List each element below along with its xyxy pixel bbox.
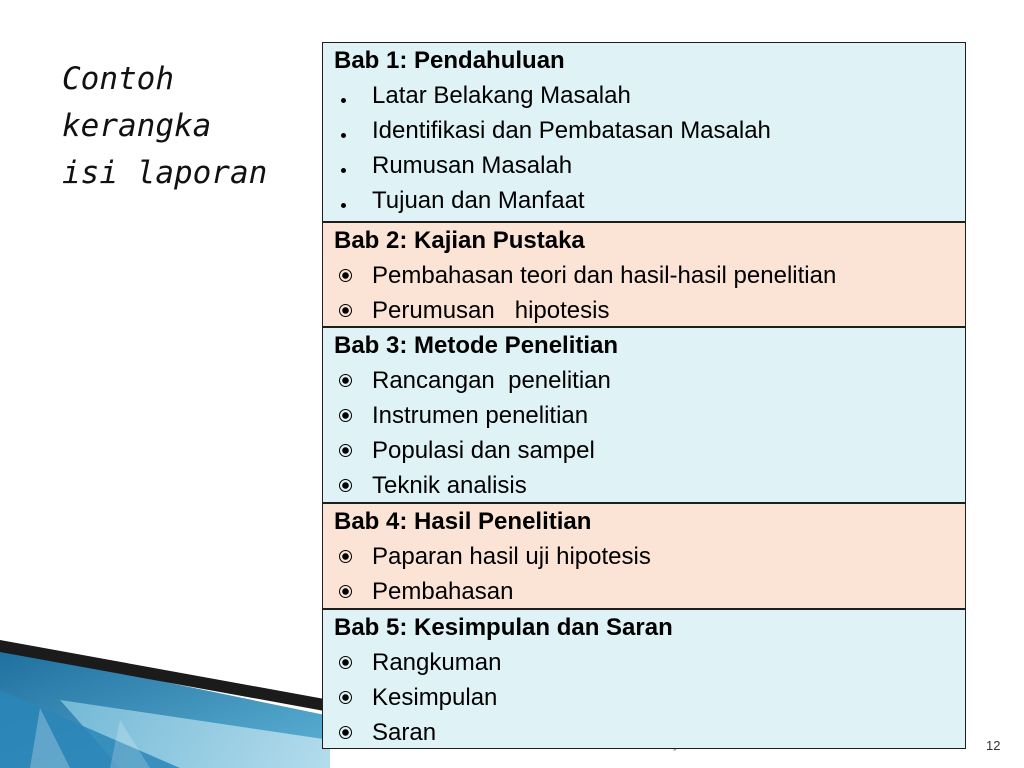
chapter-item — [334, 645, 965, 680]
chapter-item-label: Instrumen penelitian — [372, 402, 589, 429]
chapter-heading: Bab 4: Hasil Penelitian — [334, 508, 592, 535]
chapter-item — [334, 680, 965, 715]
chapter-item — [334, 258, 965, 293]
bullet-ring-icon — [336, 258, 362, 293]
chapter-item-label: Teknik analisis — [372, 472, 527, 499]
report-outline-table — [322, 42, 966, 749]
chapter-item-label: Pembahasan teori dan hasil-hasil penelitian — [372, 262, 837, 289]
bullet-dot-icon — [336, 78, 362, 113]
chapter-item — [334, 715, 965, 750]
chapter-item-list — [334, 645, 965, 750]
bullet-ring-icon — [336, 539, 362, 574]
chapter-item-label: Rancangan penelitian — [372, 367, 611, 394]
chapter-item-list — [334, 258, 965, 328]
chapter-heading: Bab 2: Kajian Pustaka — [334, 227, 585, 254]
chapter-item — [334, 183, 965, 218]
chapter-item-label: Rangkuman — [372, 649, 502, 676]
slide-title — [62, 56, 302, 197]
bullet-ring-icon — [336, 715, 362, 750]
chapter-item — [334, 363, 965, 398]
chapter-item-list — [334, 78, 965, 218]
chapter-item — [334, 293, 965, 328]
chapter-item-label: Saran — [372, 719, 437, 746]
chapter-item-label: Latar Belakang Masalah — [372, 82, 631, 109]
chapter-item — [334, 433, 965, 468]
chapter-item — [334, 468, 965, 503]
bullet-ring-icon — [336, 433, 362, 468]
slide-title-line: isi laporan — [62, 155, 268, 191]
chapter-item-label: Paparan hasil uji hipotesis — [372, 543, 651, 570]
chapter-item-label: Tujuan dan Manfaat — [372, 187, 585, 214]
chapter-heading: Bab 3: Metode Penelitian — [334, 332, 619, 359]
slide-title-line: kerangka — [62, 108, 212, 144]
bullet-ring-icon — [336, 363, 362, 398]
chapter-3-cell — [323, 326, 965, 502]
chapter-heading: Bab 1: Pendahuluan — [334, 47, 565, 74]
bullet-ring-icon — [336, 645, 362, 680]
chapter-item-label: Kesimpulan — [372, 684, 498, 711]
chapter-heading: Bab 5: Kesimpulan dan Saran — [334, 614, 673, 641]
chapter-item — [334, 539, 965, 574]
chapter-5-cell — [323, 608, 965, 748]
chapter-1-cell — [323, 43, 965, 221]
chapter-item — [334, 113, 965, 148]
chapter-item — [334, 574, 965, 609]
chapter-item — [334, 148, 965, 183]
slide-title-line: Contoh — [62, 61, 174, 97]
bullet-ring-icon — [336, 293, 362, 328]
page-number: 12 — [986, 738, 1001, 753]
chapter-item-label: Pembahasan — [372, 578, 514, 605]
bullet-dot-icon — [336, 148, 362, 183]
chapter-item-label: Populasi dan sampel — [372, 437, 595, 464]
bullet-dot-icon — [336, 113, 362, 148]
bullet-ring-icon — [336, 398, 362, 433]
chapter-item-label: Identifikasi dan Pembatasan Masalah — [372, 117, 771, 144]
chapter-item — [334, 398, 965, 433]
chapter-item — [334, 78, 965, 113]
bullet-ring-icon — [336, 468, 362, 503]
chapter-item-label: Rumusan Masalah — [372, 152, 573, 179]
chapter-item-list — [334, 539, 965, 609]
chapter-4-cell — [323, 502, 965, 608]
bullet-ring-icon — [336, 574, 362, 609]
chapter-item-list — [334, 363, 965, 503]
bullet-dot-icon — [336, 183, 362, 218]
chapter-item-label: Perumusan hipotesis — [372, 297, 610, 324]
chapter-2-cell — [323, 221, 965, 326]
bullet-ring-icon — [336, 680, 362, 715]
